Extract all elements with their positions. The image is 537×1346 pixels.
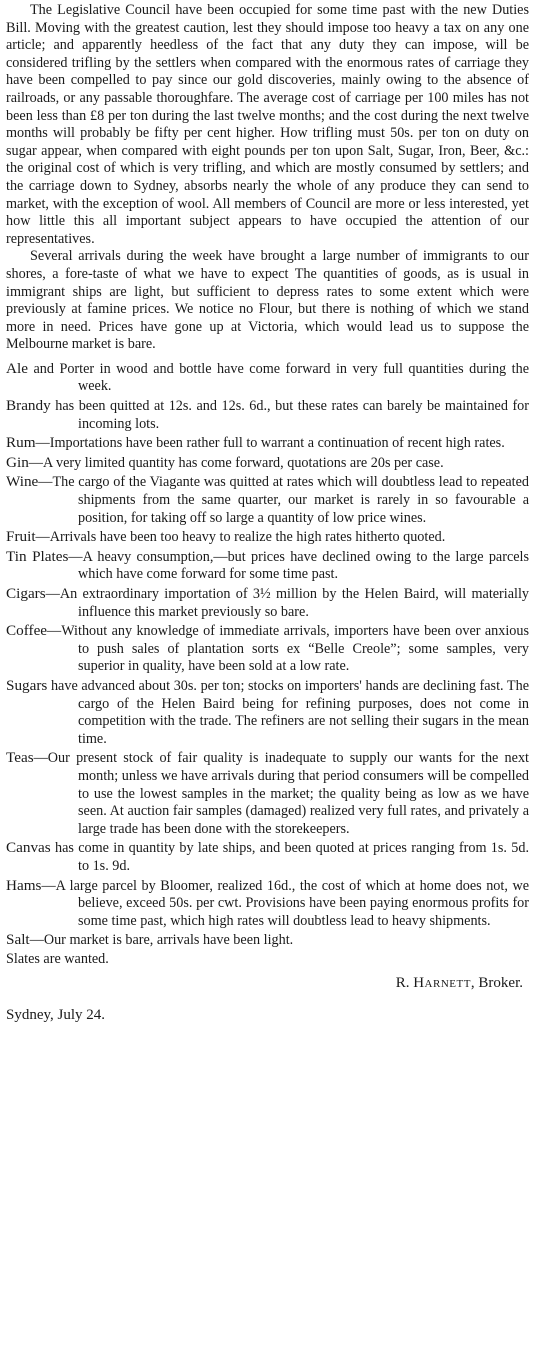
market-item (6, 749, 529, 838)
market-item-head: Wine (6, 473, 39, 491)
market-item (6, 931, 529, 950)
market-item-head: Coffee (6, 622, 48, 640)
market-item-head: Fruit (6, 528, 36, 546)
dateline: Sydney, July 24. (6, 1007, 106, 1024)
market-item-head: Teas (6, 749, 34, 767)
market-item (6, 622, 529, 676)
market-item-head: Canvas (6, 839, 51, 857)
market-report-list (6, 360, 529, 950)
market-item-text: —A very limited quantity has come forward, quotations are 20s per case. (28, 454, 444, 471)
market-item-head: Tin Plates (6, 547, 69, 565)
closing-line: Slates are wanted. (6, 950, 109, 967)
market-item-text: —A heavy consumption,—but prices have declined owing to the large parcels which have come forward for some time past. (68, 548, 529, 583)
market-item (6, 548, 529, 584)
market-item (6, 454, 529, 473)
market-item (6, 397, 529, 433)
market-item-text: has been quitted at 12s. and 12s. 6d., but these rates can barely be maintained for incoming lots. (50, 398, 529, 432)
market-item-text: —Without any knowledge of immediate arrivals, importers have been over anxious to push sales of plantation sorts ex “Belle Creole”; some samples, very superior in quality, have been sold at a low rate. (47, 623, 529, 675)
signature-title: , Broker. (470, 975, 523, 992)
market-item-text: —The cargo of the Viagante was quitted at rates which will doubtless lead to repeated shipments from the same quarter, our market is rarely in so favourable a position, for taking off so large a quantity of low price wines. (38, 474, 529, 526)
market-item-text: —Importations have been rather full to warrant a continuation of recent high rates. (35, 435, 505, 452)
market-item-text: —Arrivals have been too heavy to realize the high rates hitherto quoted. (35, 529, 446, 546)
market-item (6, 434, 529, 453)
signature-name: Harnett (413, 975, 471, 992)
intro-paragraph: The Legislative Council have been occupied for some time past with the new Duties Bill. Moving with the greatest caution, lest they should impose too heavy a tax on any one article; and apparently heedless of the fact that any duty they can impose, will be considered trifling by the settlers when compared with the enormous rates of carriage they have been compelled to pay since our gold discoveries, mainly owing to the absence of railroads, or any passable thoroughfare. The average cost of carriage per 100 miles has not been less than £8 per ton during the last twelve months; and the cost during the next twelve months will probably be fifty per cent higher. How trifling must 50s. per ton on duty on sugar appear, when compared with eight pounds per ton upon Salt, Sugar, Iron, Beer, &c.: the original cost of which is very trifling, and which are mostly consumed by settlers; and the carriage down to Sydney, absorbs nearly the whole of any produce they can send to market, with the exception of wool. All members of Council are more or less interested, yet how little this all important subject appears to have occupied the attention of our representatives. (6, 2, 529, 247)
market-item-text: —Our market is bare, arrivals have been light. (29, 932, 294, 949)
market-item (6, 528, 529, 547)
market-item-text: —A large parcel by Bloomer, realized 16d., the cost of which at home does not, we believe, exceed 50s. per cwt. Provisions have been paying enormous profits for some time past, which high rates will doubtless lead to heavy shipments. (41, 877, 529, 929)
market-item-text: has come in quantity by late ships, and been quoted at prices ranging from 1s. 5d. to 1s. 9d. (50, 840, 529, 874)
market-item-head: Brandy (6, 397, 51, 415)
market-item (6, 677, 529, 748)
market-item-head: Salt (6, 931, 30, 949)
market-item (6, 473, 529, 527)
market-item-text: have advanced about 30s. per ton; stocks on importers' hands are declining fast. The cargo of the Helen Baird being for refining purposes, does not come in competition with the trade. The refiners are not selling their sugars in the mean time. (47, 677, 529, 747)
market-item (6, 585, 529, 621)
market-item-head: Rum (6, 434, 36, 452)
market-item-head: Sugars (6, 676, 48, 694)
market-item (6, 839, 529, 875)
market-item-head: Gin (6, 453, 29, 471)
market-item-text: and Porter in wood and bottle have come forward in very full quantities during the week. (27, 360, 529, 395)
intro-paragraph: Several arrivals during the week have brought a large number of immigrants to our shores, a fore-taste of what we have to expect The quantities of goods, as is usual in immigrant ships are light, but sufficient to depress rates to some extent which were previously at famine prices. We notice no Flour, but there is nothing of which we stand more in need. Prices have gone up at Victoria, which would lead us to suppose the Melbourne market is bare. (6, 248, 529, 353)
market-item-head: Hams (6, 876, 42, 894)
market-item (6, 877, 529, 931)
signature-initial: R. (395, 975, 414, 992)
market-item-text: —Our present stock of fair quality is inadequate to supply our wants for the next month; unless we have arrivals during that period consumers will be compelled to use the lowest samples in the market; the quality being as low as we have seen. At auction fair samples (damaged) realized very full rates, and privately a large trade has been done with the storekeepers. (33, 750, 529, 837)
market-item-head: Ale (6, 359, 28, 377)
signature (6, 974, 529, 992)
market-item-text: —An extraordinary importation of 3½ million by the Helen Baird, will materially influence this market previously so bare. (45, 586, 529, 620)
market-item-head: Cigars (6, 585, 46, 602)
market-item (6, 360, 529, 396)
